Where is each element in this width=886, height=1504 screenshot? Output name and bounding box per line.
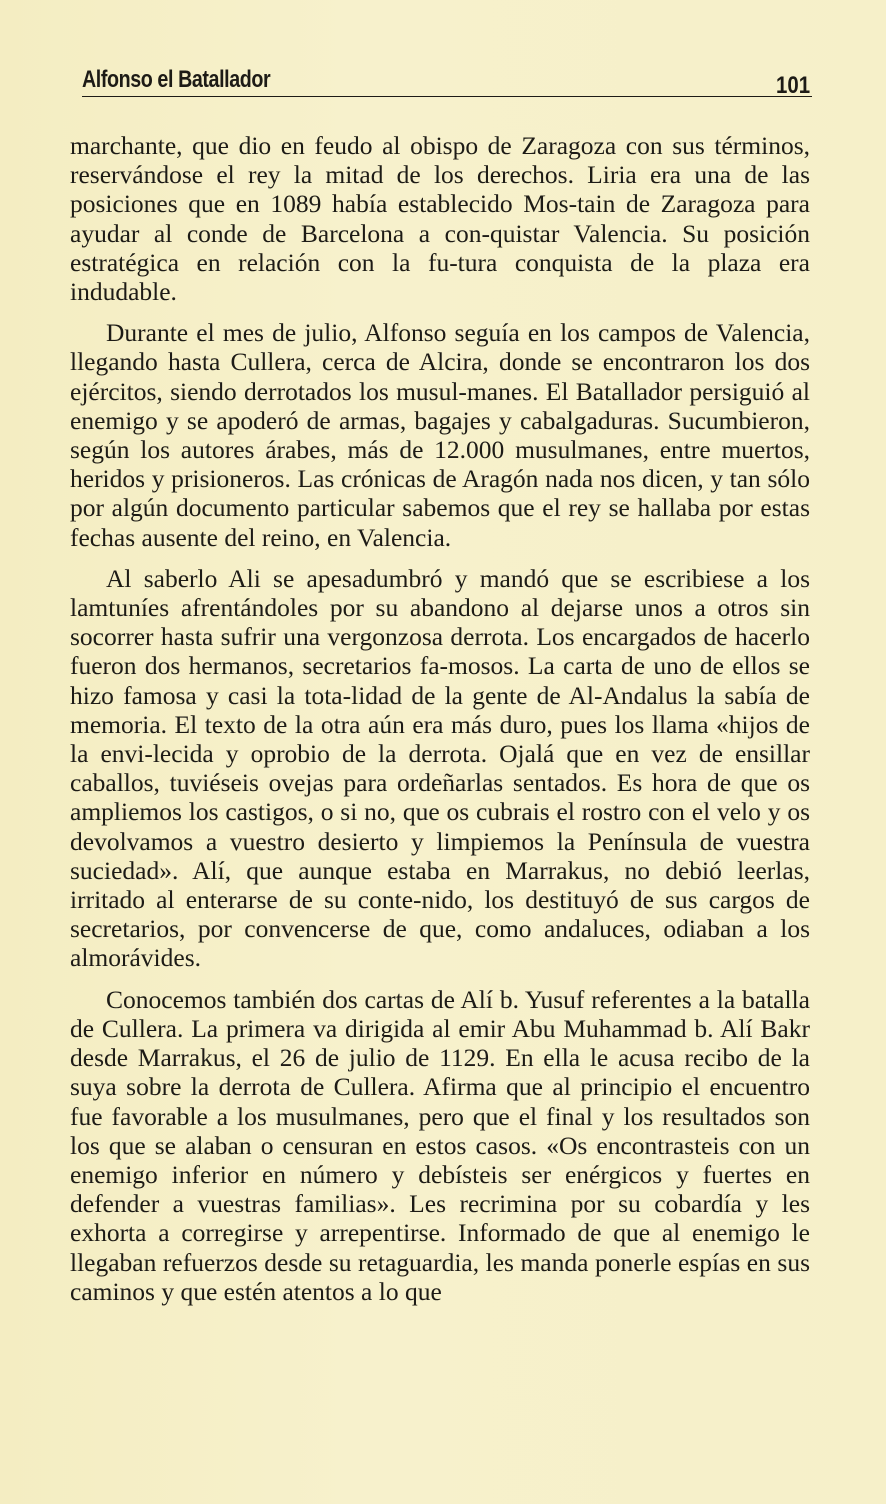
header-rule xyxy=(82,96,812,97)
paragraph-1: marchante, que dio en feudo al obispo de Zaragoza con sus términos, reservándose el rey la mitad de los derechos. Liria era una de las posiciones que en 1089 había establecido Mos-tain de Zaragoza para ayudar al conde de Barcelona a con-quistar Valencia. Su posición estratégica en relación con la fu-tura conquista de la plaza era indudable. xyxy=(70,131,810,307)
running-header xyxy=(82,66,812,100)
body-text xyxy=(70,131,810,1318)
paragraph-2: Durante el mes de julio, Alfonso seguía en los campos de Valencia, llegando hasta Cullera, cerca de Alcira, donde se encontraron los dos ejércitos, siendo derrotados los musul-manes. El Batallador persiguió al enemigo y se apoderó de armas, bagajes y cabalgaduras. Sucumbieron, según los autores árabes, más de 12.000 musulmanes, entre muertos, heridos y prisioneros. Las crónicas de Aragón nada nos dicen, y tan sólo por algún documento particular sabemos que el rey se hallaba por estas fechas ausente del reino, en Valencia. xyxy=(70,318,810,552)
paragraph-4: Conocemos también dos cartas de Alí b. Yusuf referentes a la batalla de Cullera. La primera va dirigida al emir Abu Muhammad b. Alí Bakr desde Marrakus, el 26 de julio de 1129. En ella le acusa recibo de la suya sobre la derrota de Cullera. Afirma que al principio el encuentro fue favorable a los musulmanes, pero que el final y los resultados son los que se alaban o censuran en estos casos. «Os encontrasteis con un enemigo inferior en número y debísteis ser enérgicos y fuertes en defender a vuestras familias». Les recrimina por su cobardía y les exhorta a corregirse y arrepentirse. Informado de que al enemigo le llegaban refuerzos desde su retaguardia, les manda ponerle espías en sus caminos y que estén atentos a lo que xyxy=(70,984,810,1306)
running-head-title: Alfonso el Batallador xyxy=(82,66,271,93)
page-number: 101 xyxy=(775,72,810,99)
paragraph-3: Al saberlo Ali se apesadumbró y mandó que se escribiese a los lamtuníes afrentándoles por su abandono al dejarse unos a otros sin socorrer hasta sufrir una vergonzosa derrota. Los encargados de hacerlo fueron dos hermanos, secretarios fa-mosos. La carta de uno de ellos se hizo famosa y casi la tota-lidad de la gente de Al-Andalus la sabía de memoria. El texto de la otra aún era más duro, pues los llama «hijos de la envi-lecida y oprobio de la derrota. Ojalá que en vez de ensillar caballos, tuviéseis ovejas para ordeñarlas sentados. Es hora de que os ampliemos los castigos, o si no, que os cubrais el rostro con el velo y os devolvamos a vuestro desierto y limpiemos la Península de vuestra suciedad». Alí, que aunque estaba en Marrakus, no debió leerlas, irritado al enterarse de su conte-nido, los destituyó de sus cargos de secretarios, por convencerse de que, como andaluces, odiaban a los almorávides. xyxy=(70,563,810,973)
